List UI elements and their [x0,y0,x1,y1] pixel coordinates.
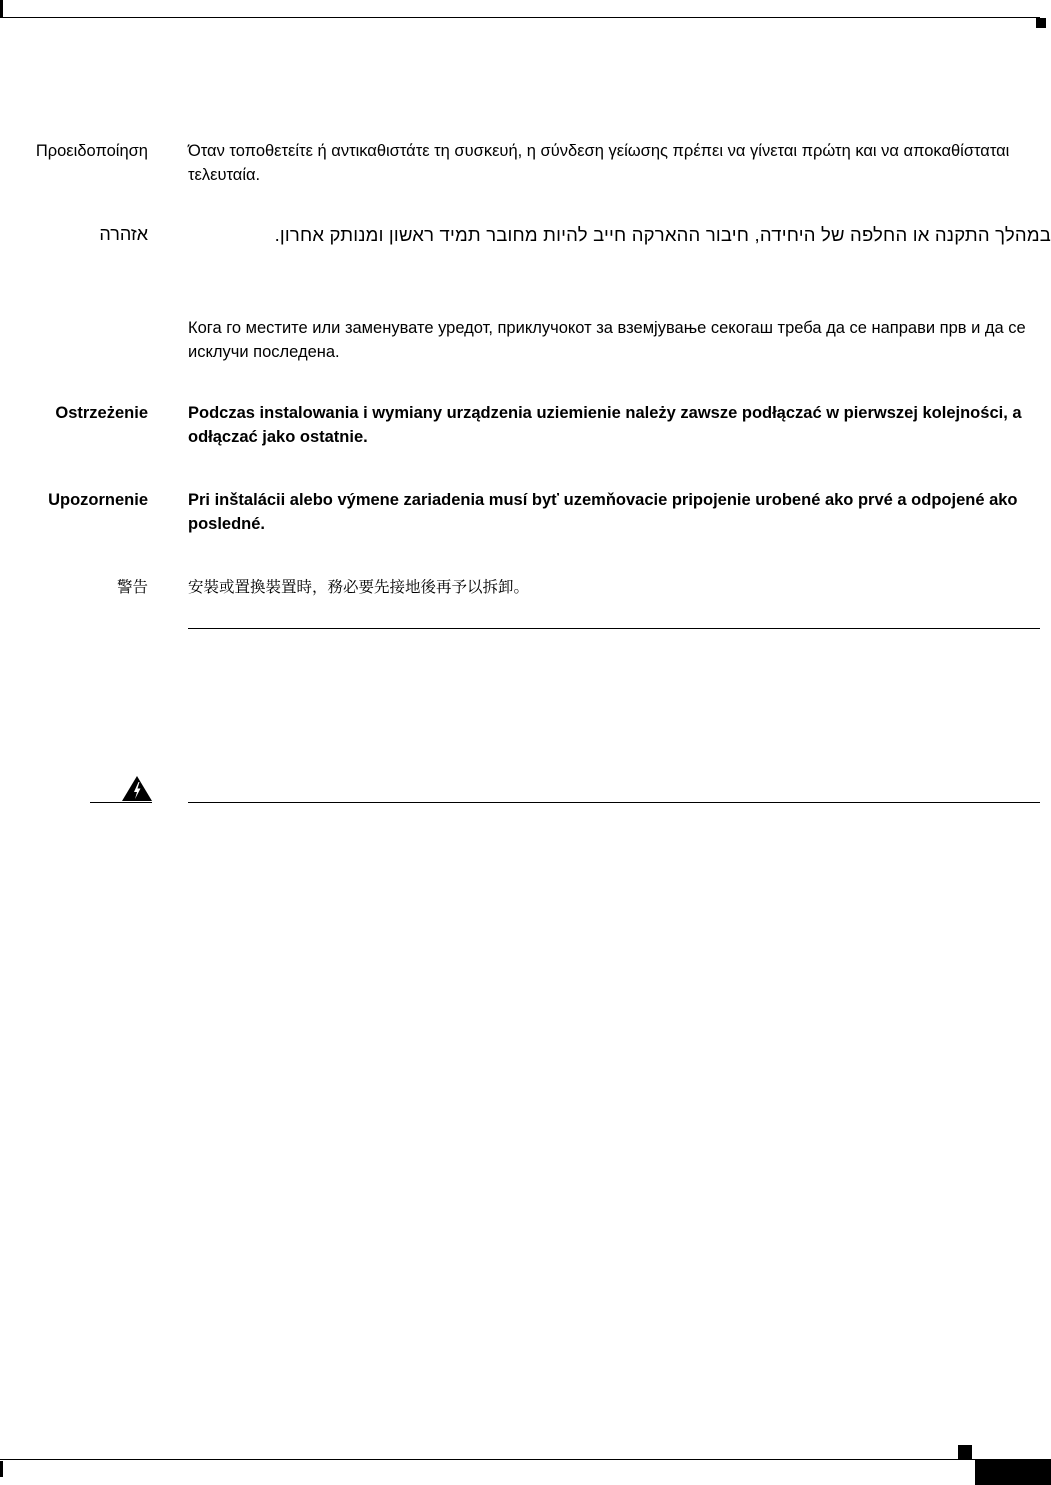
warning-text: Кога го местите или заменувате уредот, приклучокот за вземјување секогаш треба да се направи прв и да се исклучи последена. [188,319,1026,361]
top-left-crop-mark [0,0,3,18]
bottom-left-crop-mark [0,1461,3,1477]
warning-triangle-lightning-icon [121,775,153,802]
section-end-rule [188,628,1040,629]
warning-start-rule [188,802,1040,803]
warning-label: Upozornenie [48,491,148,509]
warning-label: 警告 [116,579,148,596]
warning-text: 安裝或置換裝置時，務必要先接地後再予以拆卸。 [188,579,530,596]
top-right-marker [1036,18,1046,28]
page-tab [975,1459,1051,1485]
bottom-marker [958,1445,972,1459]
icon-underline-rule [90,802,152,803]
warning-label: אזהרה [99,224,148,244]
warning-text: Podczas instalowania i wymiany urządzenia uziemienie należy zawsze podłączać w pierwszej kolejności, a odłączać jako ostatnie. [188,404,1022,446]
warning-label: Προειδοποίηση [35,142,148,160]
header-rule [0,17,1040,18]
footer-rule [0,1459,975,1460]
warning-text: Όταν τοποθετείτε ή αντικαθιστάτε τη συσκευή, η σύνδεση γείωσης πρέπει να γίνεται πρώτη και να αποκαθίσταται τελευταία. [188,142,1010,184]
warning-text: במהלך התקנה או החלפה של היחידה, חיבור ההארקה חייב להיות מחובר תמיד ראשון ומנותק אחרון. [274,224,1051,245]
warning-text: Pri inštalácii alebo výmene zariadenia musí byť uzemňovacie pripojenie urobené ako prvé a odpojené ako posledné. [188,491,1018,533]
warning-label: Ostrzeżenie [55,404,148,422]
